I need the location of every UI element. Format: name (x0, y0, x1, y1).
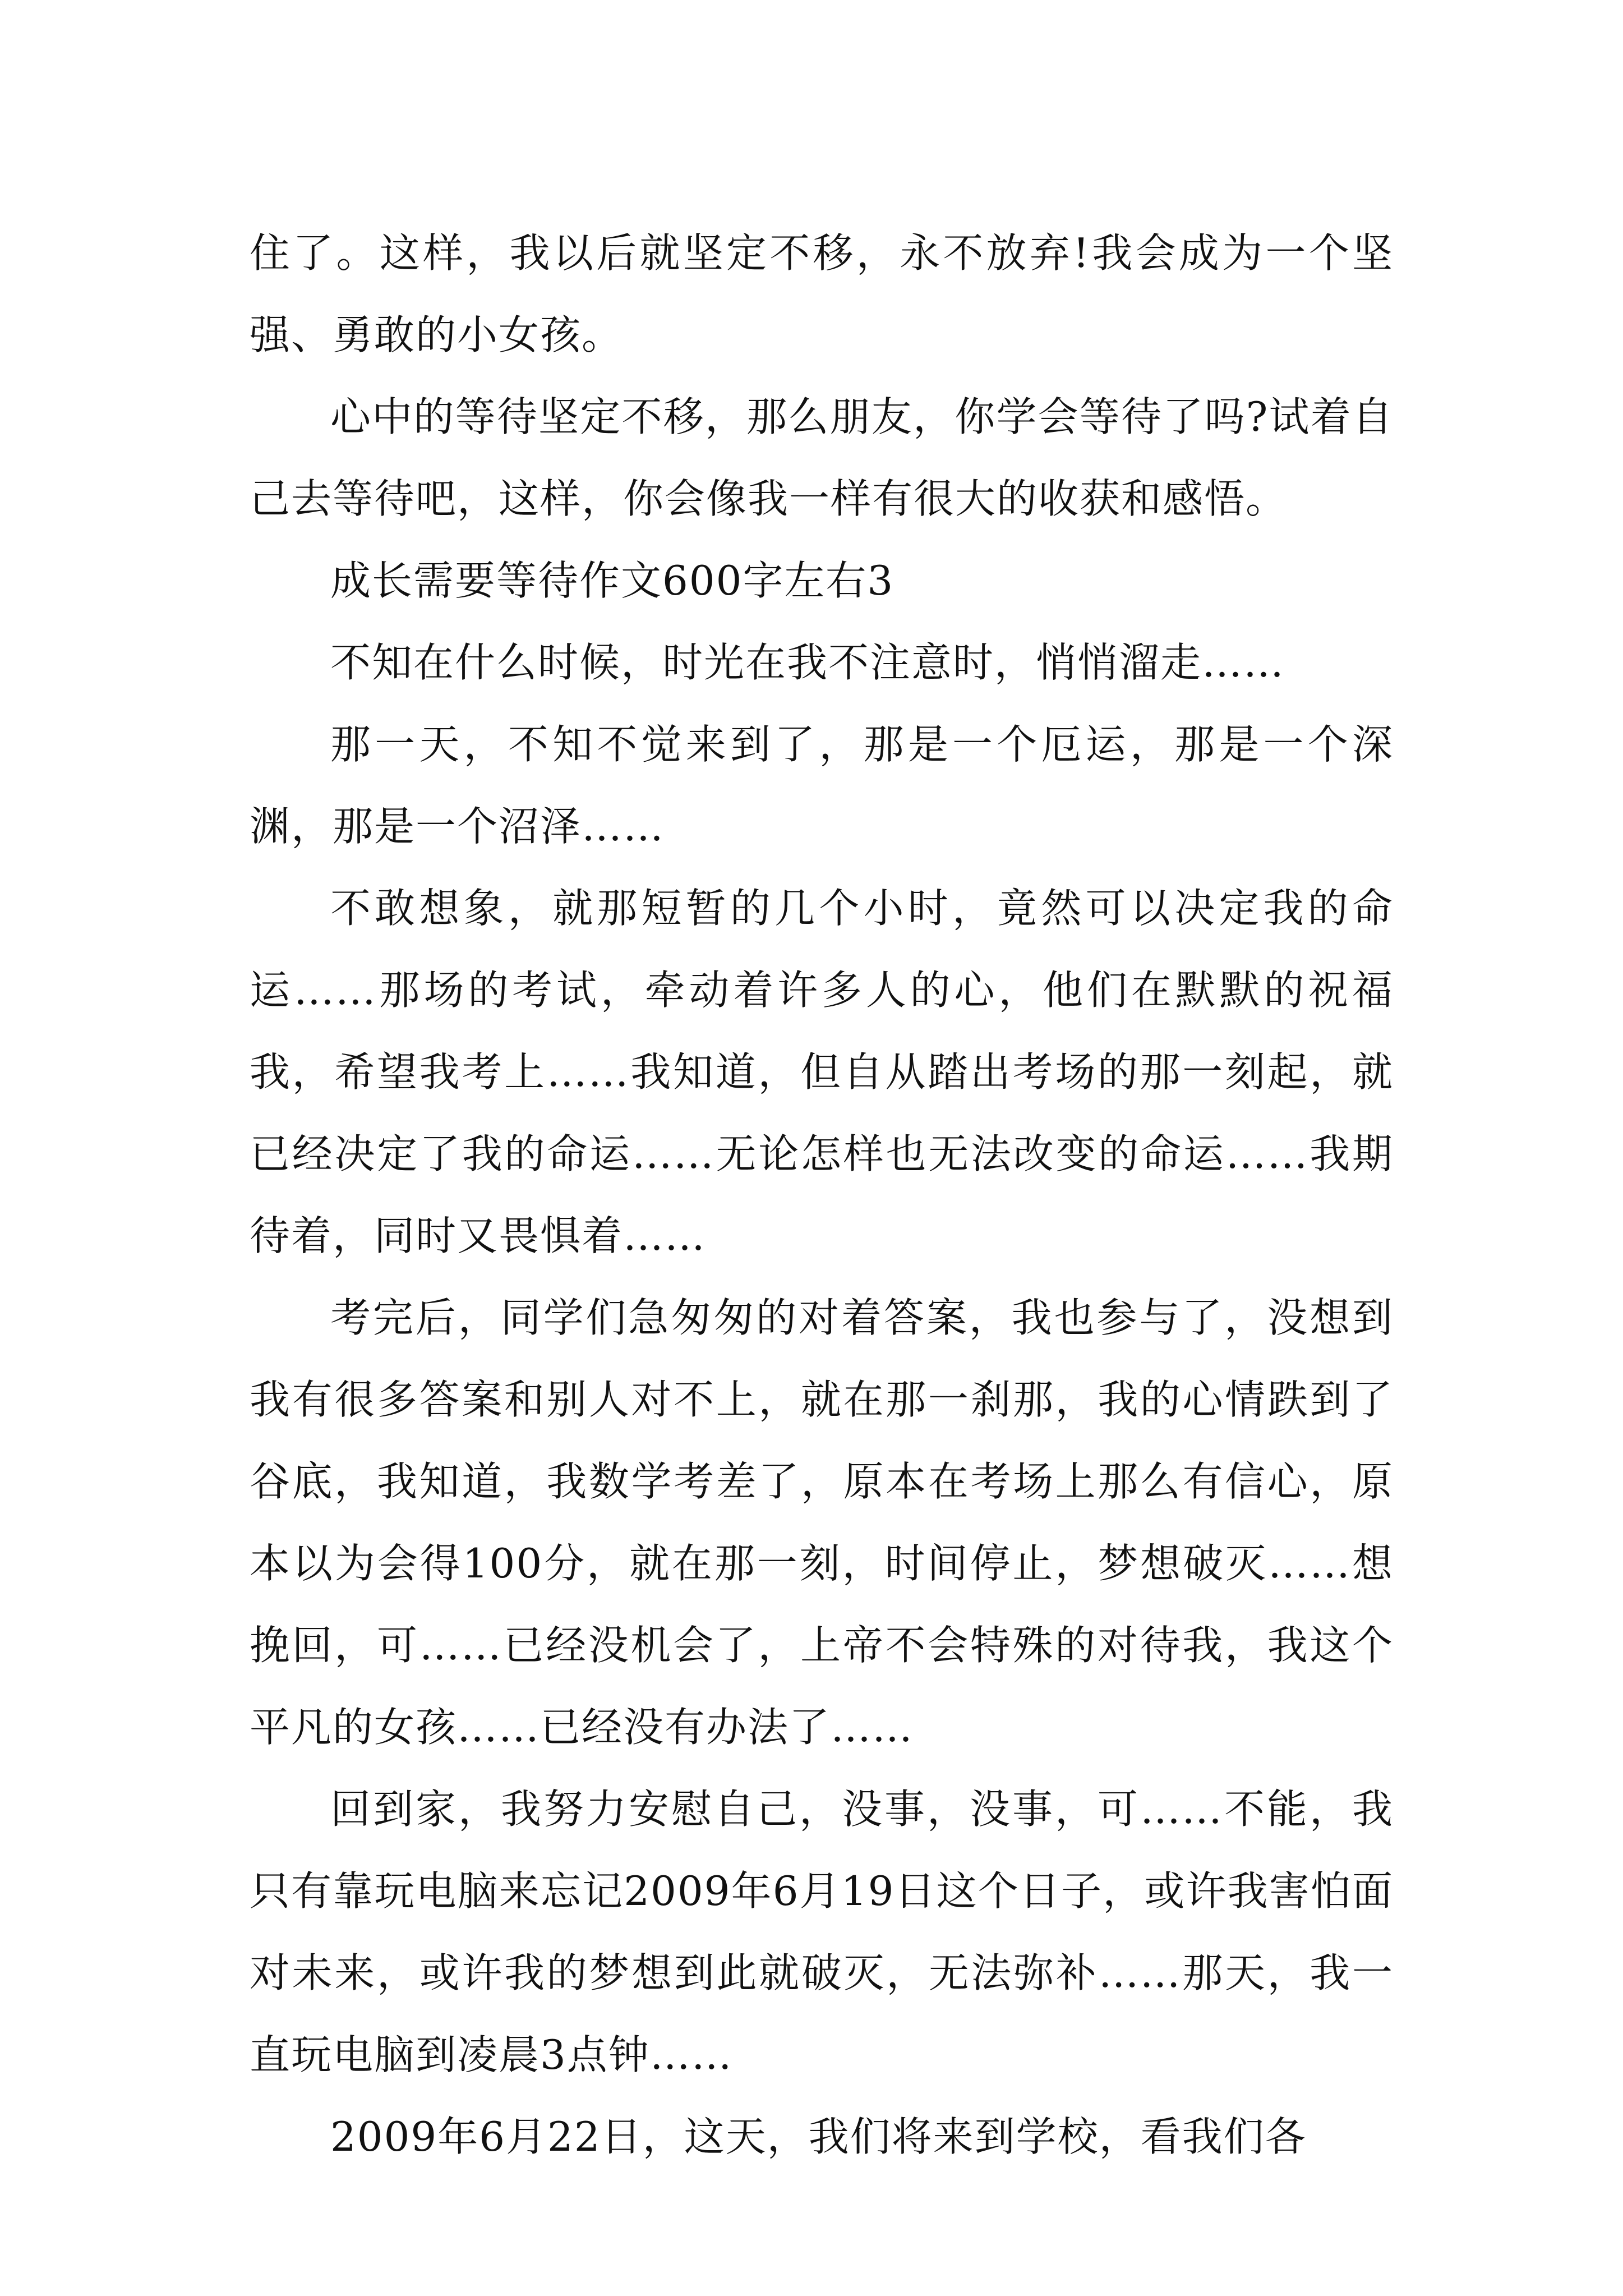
paragraph: 2009年6月22日，这天，我们将来到学校，看我们各 (330, 2113, 1307, 2160)
paragraph: 心中的等待坚定不移，那么朋友，你学会等待了吗?试着自己去等待吧，这样，你会像我一样有很大的收获和感悟。 (250, 393, 1394, 522)
paragraph: 回到家，我努力安慰自己，没事，没事，可……不能，我只有靠玩电脑来忘记2009年6月19日这个日子，或许我害怕面对未来，或许我的梦想到此就破灭，无法弥补……那天，我一直玩电脑到凌晨3点钟…… (250, 1786, 1394, 2078)
paragraph: 不知在什么时候，时光在我不注意时，悄悄溜走…… (330, 639, 1285, 686)
section-heading: 成长需要等待作文600字左右3 (330, 557, 895, 604)
document-body (250, 212, 1394, 2178)
paragraph: 那一天，不知不觉来到了，那是一个厄运，那是一个深渊，那是一个沼泽…… (250, 721, 1394, 850)
paragraph: 不敢想象，就那短暂的几个小时，竟然可以决定我的命运……那场的考试，牵动着许多人的心，他们在默默的祝福我，希望我考上……我知道，但自从踏出考场的那一刻起，就已经决定了我的命运……无论怎样也无法改变的命运……我期待着，同时又畏惧着…… (250, 885, 1394, 1259)
paragraph: 住了。这样，我以后就坚定不移，永不放弃!我会成为一个坚强、勇敢的小女孩。 (250, 229, 1394, 358)
paragraph: 考完后，同学们急匆匆的对着答案，我也参与了，没想到我有很多答案和别人对不上，就在那一刹那，我的心情跌到了谷底，我知道，我数学考差了，原本在考场上那么有信心，原本以为会得100分，就在那一刻，时间停止，梦想破灭……想挽回，可……已经没机会了，上帝不会特殊的对待我，我这个平凡的女孩……已经没有办法了…… (250, 1294, 1394, 1751)
